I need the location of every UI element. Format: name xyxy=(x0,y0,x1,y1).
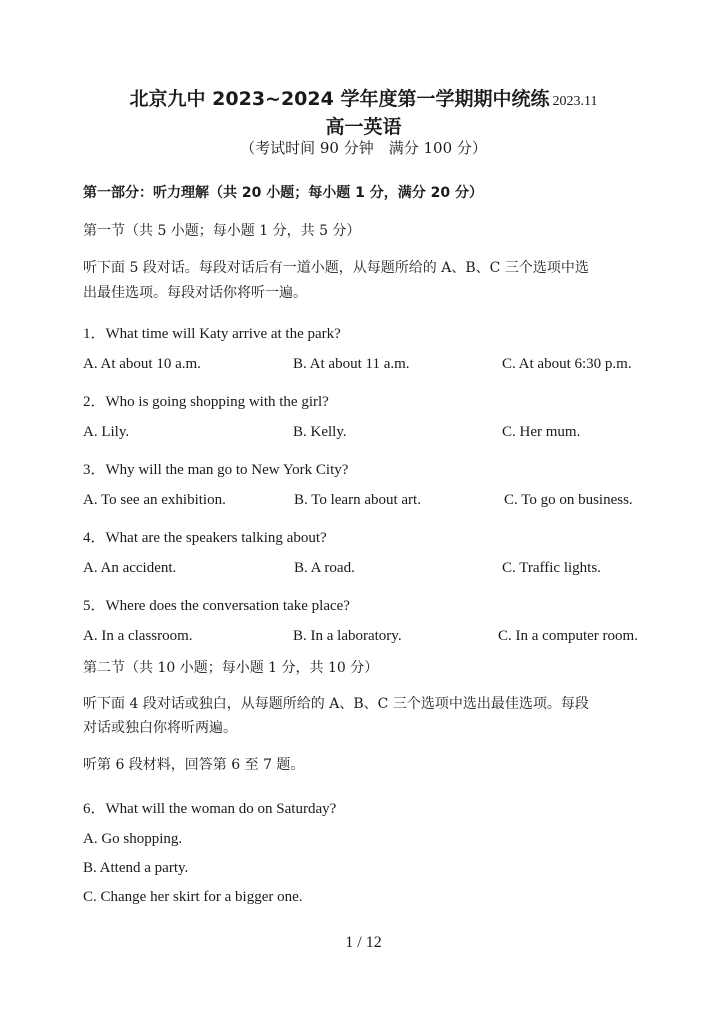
exam-title-line xyxy=(0,84,727,111)
exam-subject: 高一英语 xyxy=(325,116,402,138)
option-b: B. Kelly. xyxy=(293,424,347,440)
option-b: B. In a laboratory. xyxy=(293,628,402,644)
option-b: B. To learn about art. xyxy=(294,492,421,508)
option-b: B. A road. xyxy=(294,560,355,576)
option-c: C. Change her skirt for a bigger one. xyxy=(83,889,303,905)
option-c: C. Her mum. xyxy=(502,424,581,440)
question-stem: 6．What will the woman do on Saturday? xyxy=(83,801,337,817)
option-c: C. At about 6:30 p.m. xyxy=(502,356,632,372)
option-b: B. Attend a party. xyxy=(83,860,189,876)
part1-heading: 第一部分：听力理解（共 20 小题；每小题 1 分，满分 20 分） xyxy=(83,185,483,201)
option-a: A. Lily. xyxy=(83,424,130,440)
question-stem: 2．Who is going shopping with the girl? xyxy=(83,394,329,410)
option-b: B. At about 11 a.m. xyxy=(293,356,410,372)
question-stem: 3．Why will the man go to New York City? xyxy=(83,462,349,478)
material-note: 听第 6 段材料，回答第 6 至 7 题。 xyxy=(83,757,305,773)
option-c: C. Traffic lights. xyxy=(502,560,601,576)
exam-info: （考试时间 90 分钟 满分 100 分） xyxy=(240,139,487,157)
option-a: A. An accident. xyxy=(83,560,177,576)
option-a: A. In a classroom. xyxy=(83,628,193,644)
section1-instruction-line2: 出最佳选项。每段对话你将听一遍。 xyxy=(83,285,307,301)
section1-instruction-line1: 听下面 5 段对话。每段对话后有一道小题，从每题所给的 A、B、C 三个选项中选 xyxy=(83,260,589,276)
question-stem: 4．What are the speakers talking about? xyxy=(83,530,327,546)
section1-heading: 第一节（共 5 小题；每小题 1 分，共 5 分） xyxy=(83,223,361,239)
page-number: 1 / 12 xyxy=(345,934,382,951)
option-a: A. At about 10 a.m. xyxy=(83,356,201,372)
exam-date: 2023.11 xyxy=(552,94,598,109)
option-a: A. To see an exhibition. xyxy=(83,492,226,508)
option-c: C. To go on business. xyxy=(504,492,633,508)
section2-heading: 第二节（共 10 小题；每小题 1 分，共 10 分） xyxy=(83,660,379,676)
exam-title: 北京九中 2023~2024 学年度第一学期期中统练 xyxy=(129,88,550,110)
section2-instruction-line2: 对话或独白你将听两遍。 xyxy=(83,720,237,736)
question-stem: 5．Where does the conversation take place? xyxy=(83,598,350,614)
option-c: C. In a computer room. xyxy=(498,628,638,644)
question-stem: 1．What time will Katy arrive at the park? xyxy=(83,326,341,342)
section2-instruction-line1: 听下面 4 段对话或独白，从每题所给的 A、B、C 三个选项中选出最佳选项。每段 xyxy=(83,696,589,712)
option-a: A. Go shopping. xyxy=(83,831,183,847)
